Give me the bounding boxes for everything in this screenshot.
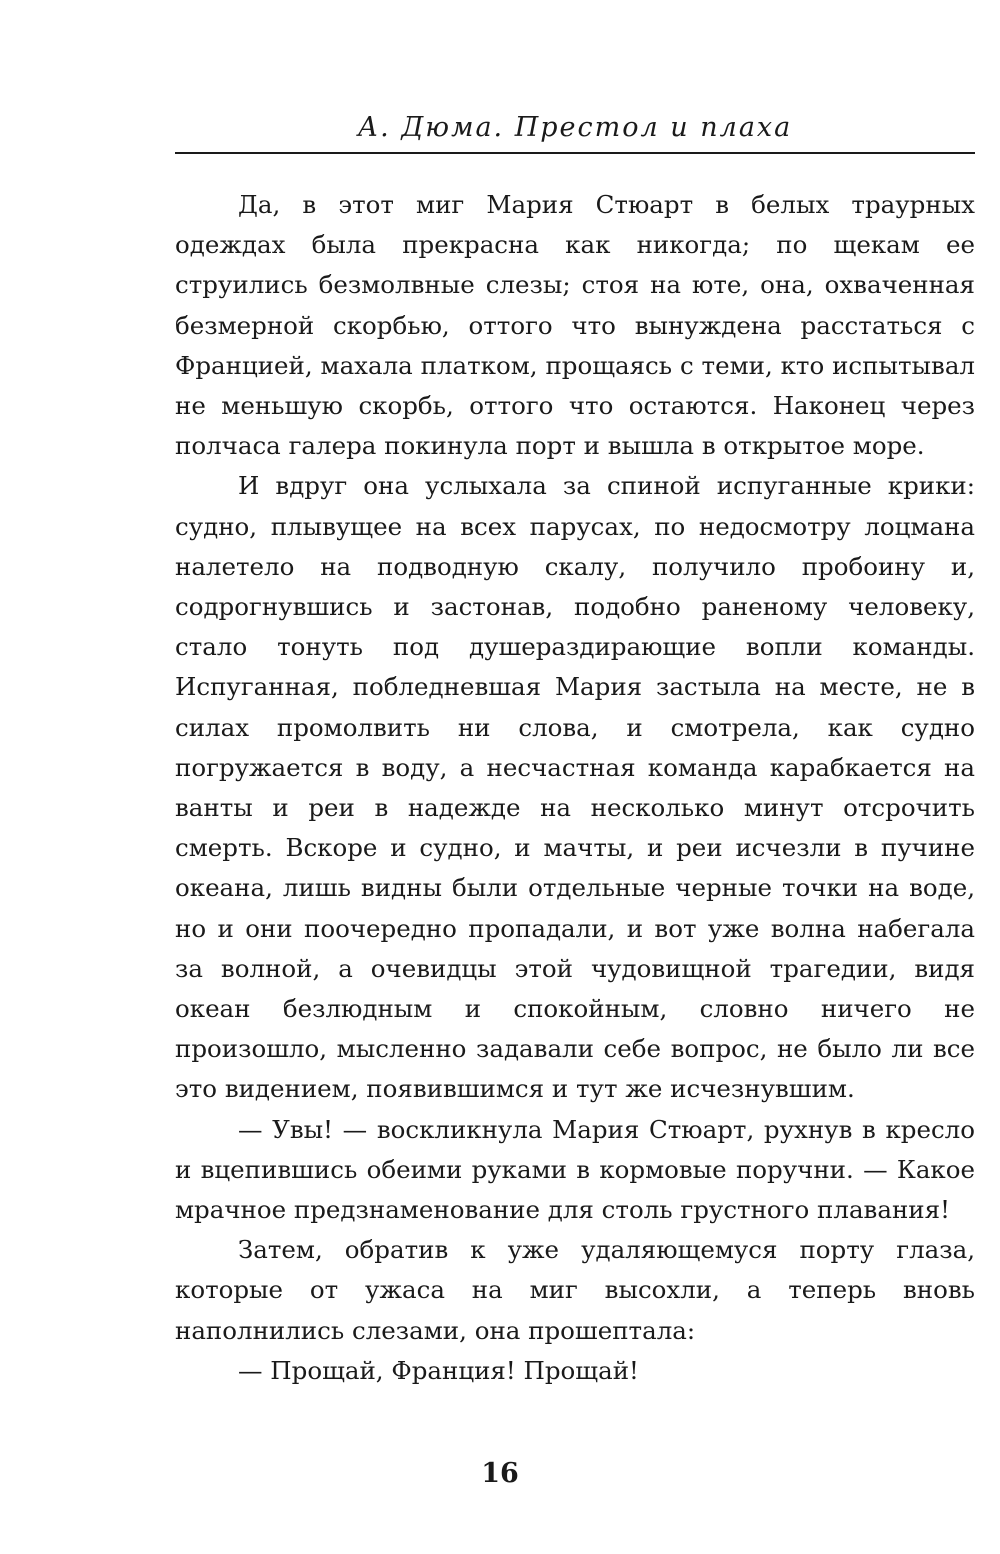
paragraph: — Прощай, Франция! Прощай! <box>238 1355 639 1385</box>
paragraph: Да, в этот миг Мария Стюарт в белых траурных одеждах была прекрасна как никогда; по щекам ее струились безмолвные слезы; стоя на юте, она, охваченная безмерной скорбью, оттого что вынуждена расстаться с Францией, махала платком, прощаясь с теми, кто испытывал не меньшую скорбь, оттого что остаются. Наконец через полчаса галера покинула порт и вышла в открытое море. <box>175 190 975 461</box>
body-text <box>175 185 975 1391</box>
paragraph: — Увы! — воскликнула Мария Стюарт, рухнув в кресло и вцепившись обеими руками в кормовые поручни. — Какое мрачное предзнаменование для столь грустного плавания! <box>175 1114 975 1225</box>
header-rule <box>175 152 975 154</box>
running-head: А. Дюма. Престол и плаха <box>357 112 793 143</box>
paragraph: Затем, обратив к уже удаляющемуся порту глаза, которые от ужаса на миг высохли, а теперь вновь наполнились слезами, она прошептала: <box>175 1235 975 1345</box>
paragraph: И вдруг она услыхала за спиной испуганные крики: судно, плывущее на всех парусах, по недосмотру лоцмана налетело на подводную скалу, получило пробоину и, содрогнувшись и застонав, подобно раненому человеку, стало тонуть под душераздирающие вопли команды. Испуганная, побледневшая Мария застыла на месте, не в силах промолвить ни слова, и смотрела, как судно погружается в воду, а несчастная команда карабкается на ванты и реи в надежде на несколько минут отсрочить смерть. Вскоре и судно, и мачты, и реи исчезли в пучине океана, лишь видны были отдельные черные точки на воде, но и они поочередно пропадали, и вот уже волна набегала за волной, а очевидцы этой чудовищной трагедии, видя океан безлюдным и спокойным, словно ничего не произошло, мысленно задавали себе вопрос, не было ли все это видением, появившимся и тут же исчезнувшим. <box>175 471 975 1104</box>
page-number: 16 <box>481 1458 519 1489</box>
